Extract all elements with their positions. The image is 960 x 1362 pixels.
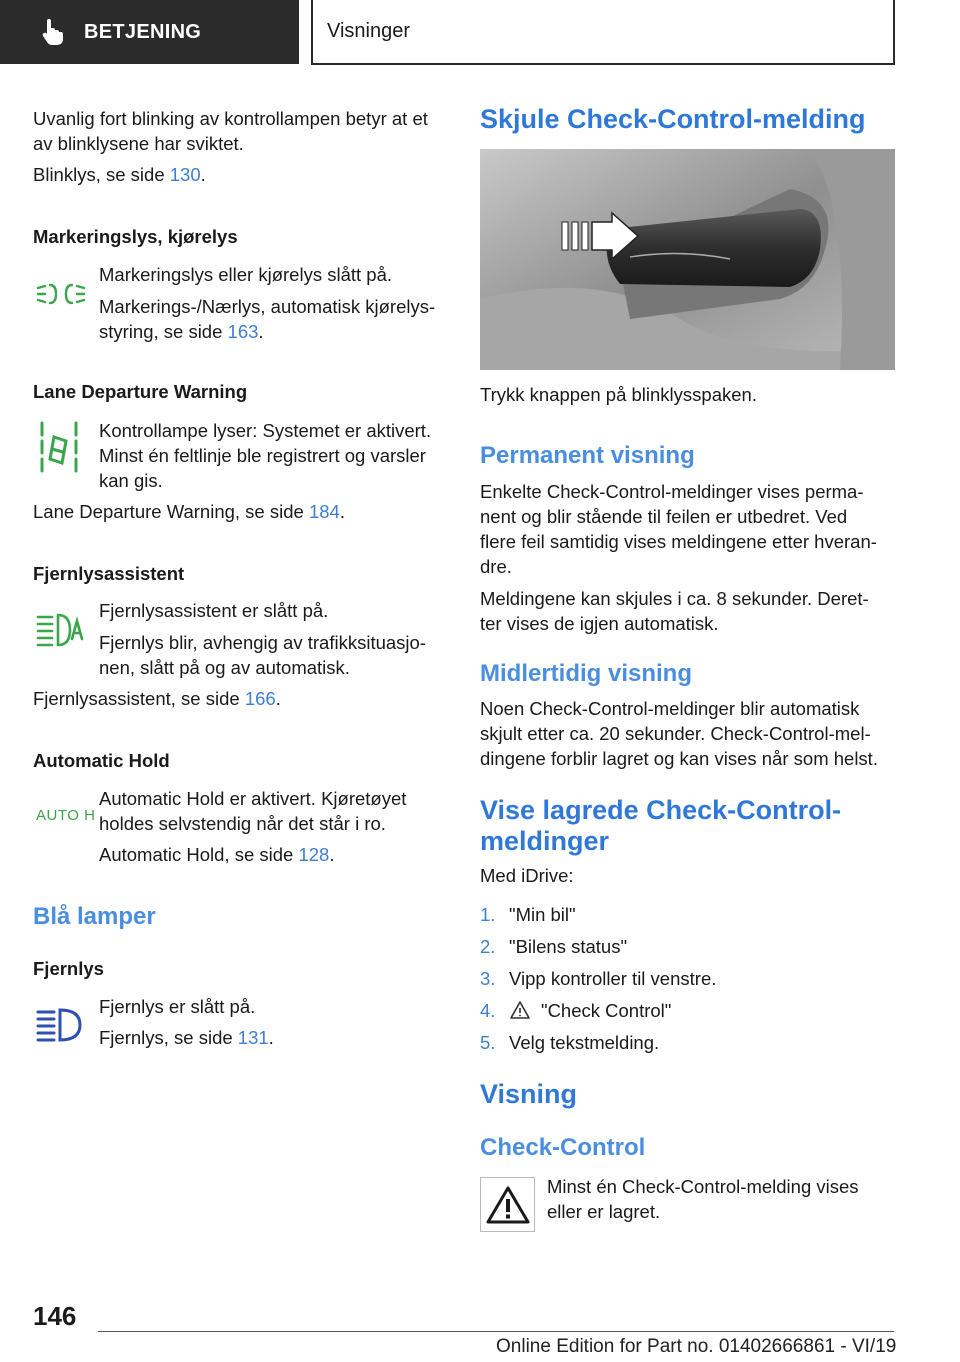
saved-heading-line-2: meldinger — [480, 826, 610, 856]
fja-reference — [33, 686, 281, 711]
fja-heading: Fjernlysassistent — [33, 563, 185, 584]
warning-triangle-icon — [509, 1000, 531, 1020]
step-number: 1. — [480, 904, 496, 925]
marker-text-2b — [99, 319, 264, 344]
ldw-reference — [33, 499, 345, 524]
hide-cc-text: Trykk knappen på blinklysspaken. — [480, 384, 757, 405]
list-item — [480, 966, 716, 991]
list-item — [480, 934, 627, 959]
list-item — [480, 998, 671, 1023]
ref-text: Lane Departure Warning, se side — [33, 501, 309, 522]
page-number: 146 — [33, 1301, 77, 1331]
footer-divider — [98, 1331, 894, 1332]
check-control-warning-icon — [485, 1185, 531, 1225]
perm-line-6: ter vises de igjen automatisk. — [480, 613, 719, 634]
section-tab — [0, 0, 299, 64]
list-item — [480, 1030, 659, 1055]
temp-line-2: skjult etter ca. 20 sekunder. Check-Control-mel- — [480, 723, 871, 744]
page-title: Visninger — [327, 20, 411, 42]
check-control-icon-box — [480, 1177, 535, 1232]
ldw-text-1: Kontrollampe lyser: Systemet er aktivert. — [99, 420, 432, 441]
ldw-text-3: kan gis. — [99, 470, 163, 491]
edition-footer: Online Edition for Part no. 01402666861 - VI/19 — [496, 1336, 897, 1357]
temporary-heading: Midlertidig visning — [480, 660, 693, 687]
step-text: Velg tekstmelding. — [509, 1032, 660, 1053]
step-text: "Bilens status" — [509, 936, 628, 957]
marker-heading: Markeringslys, kjørelys — [33, 226, 238, 247]
hide-cc-heading: Skjule Check-Control-melding — [480, 104, 866, 134]
fja-text-2b: nen, slått på og av automatisk. — [99, 657, 350, 678]
intro-line-2: av blinklysene har sviktet. — [33, 133, 244, 154]
ref-text: Automatic Hold, se side — [99, 844, 299, 865]
period: . — [200, 164, 206, 185]
ah-text-2: holdes selvstendig når det står i ro. — [99, 813, 386, 834]
perm-line-4: dre. — [480, 556, 512, 577]
period: . — [258, 321, 264, 342]
page-title-box — [311, 0, 895, 65]
ldw-heading: Lane Departure Warning — [33, 381, 248, 402]
ref-text: Blinklys, se side — [33, 164, 170, 185]
cc-heading: Check-Control — [480, 1134, 646, 1161]
lever-illustration — [480, 149, 895, 370]
period: . — [329, 844, 335, 865]
page-link-130[interactable]: 130 — [169, 164, 201, 185]
ah-heading: Automatic Hold — [33, 750, 170, 771]
temp-line-1: Noen Check-Control-meldinger blir automatisk — [480, 698, 860, 719]
fjernlys-heading: Fjernlys — [33, 958, 104, 979]
page-link-184[interactable]: 184 — [308, 501, 340, 522]
fjernlys-text-1: Fjernlys er slått på. — [99, 996, 256, 1017]
saved-heading-line-1: Vise lagrede Check-Control- — [480, 795, 842, 825]
step-number: 2. — [480, 936, 496, 957]
list-item — [480, 902, 576, 927]
section-label: BETJENING — [84, 20, 202, 43]
lane-departure-icon — [38, 419, 80, 473]
page-link-163[interactable]: 163 — [227, 321, 259, 342]
perm-line-5: Meldingene kan skjules i ca. 8 sekunder. Deret- — [480, 588, 869, 609]
auto-hold-icon: AUTO H — [36, 807, 96, 824]
ref-text: Fjernlys, se side — [99, 1027, 238, 1048]
hand-pointer-icon — [40, 18, 66, 46]
step-text: Vipp kontroller til venstre. — [509, 968, 717, 989]
page-link-131[interactable]: 131 — [237, 1027, 269, 1048]
step-text: "Check Control" — [541, 1000, 672, 1021]
step-text: "Min bil" — [509, 904, 576, 925]
high-beam-icon — [36, 1006, 84, 1044]
ref-text: styring, se side — [99, 321, 228, 342]
cc-text-2: eller er lagret. — [547, 1201, 661, 1222]
perm-line-2: nent og blir stående til feilen er utbedret. Ved — [480, 506, 848, 527]
perm-line-1: Enkelte Check-Control-meldinger vises perma- — [480, 481, 864, 502]
marker-text-1: Markeringslys eller kjørelys slått på. — [99, 264, 392, 285]
permanent-heading: Permanent visning — [480, 442, 695, 469]
ref-text: Fjernlysassistent, se side — [33, 688, 245, 709]
high-beam-assistant-icon — [36, 611, 84, 649]
fja-text-1: Fjernlysassistent er slått på. — [99, 600, 329, 621]
display-heading: Visning — [480, 1079, 578, 1109]
parking-lights-icon — [36, 280, 86, 308]
ah-reference — [99, 842, 335, 867]
page-link-128[interactable]: 128 — [298, 844, 330, 865]
step-number: 5. — [480, 1032, 496, 1053]
blinklys-reference — [33, 162, 206, 187]
ldw-text-2: Minst én feltlinje ble registrert og varsler — [99, 445, 426, 466]
turn-signal-lever-image — [480, 149, 895, 370]
saved-intro: Med iDrive: — [480, 865, 574, 886]
temp-line-3: dingene forblir lagret og kan vises når som helst. — [480, 748, 878, 769]
period: . — [268, 1027, 274, 1048]
ah-text-1: Automatic Hold er aktivert. Kjøretøyet — [99, 788, 407, 809]
blue-lamps-heading: Blå lamper — [33, 903, 156, 930]
intro-line-1: Uvanlig fort blinking av kontrollampen betyr at et — [33, 108, 428, 129]
fjernlys-reference — [99, 1025, 274, 1050]
step-number: 4. — [480, 1000, 496, 1021]
period: . — [339, 501, 345, 522]
cc-text-1: Minst én Check-Control-melding vises — [547, 1176, 859, 1197]
perm-line-3: flere feil samtidig vises meldingene etter hveran- — [480, 531, 877, 552]
period: . — [275, 688, 281, 709]
fja-text-2a: Fjernlys blir, avhengig av trafikksituasjo- — [99, 632, 426, 653]
step-number: 3. — [480, 968, 496, 989]
page-link-166[interactable]: 166 — [244, 688, 276, 709]
marker-text-2a: Markerings-/Nærlys, automatisk kjørelys- — [99, 296, 436, 317]
